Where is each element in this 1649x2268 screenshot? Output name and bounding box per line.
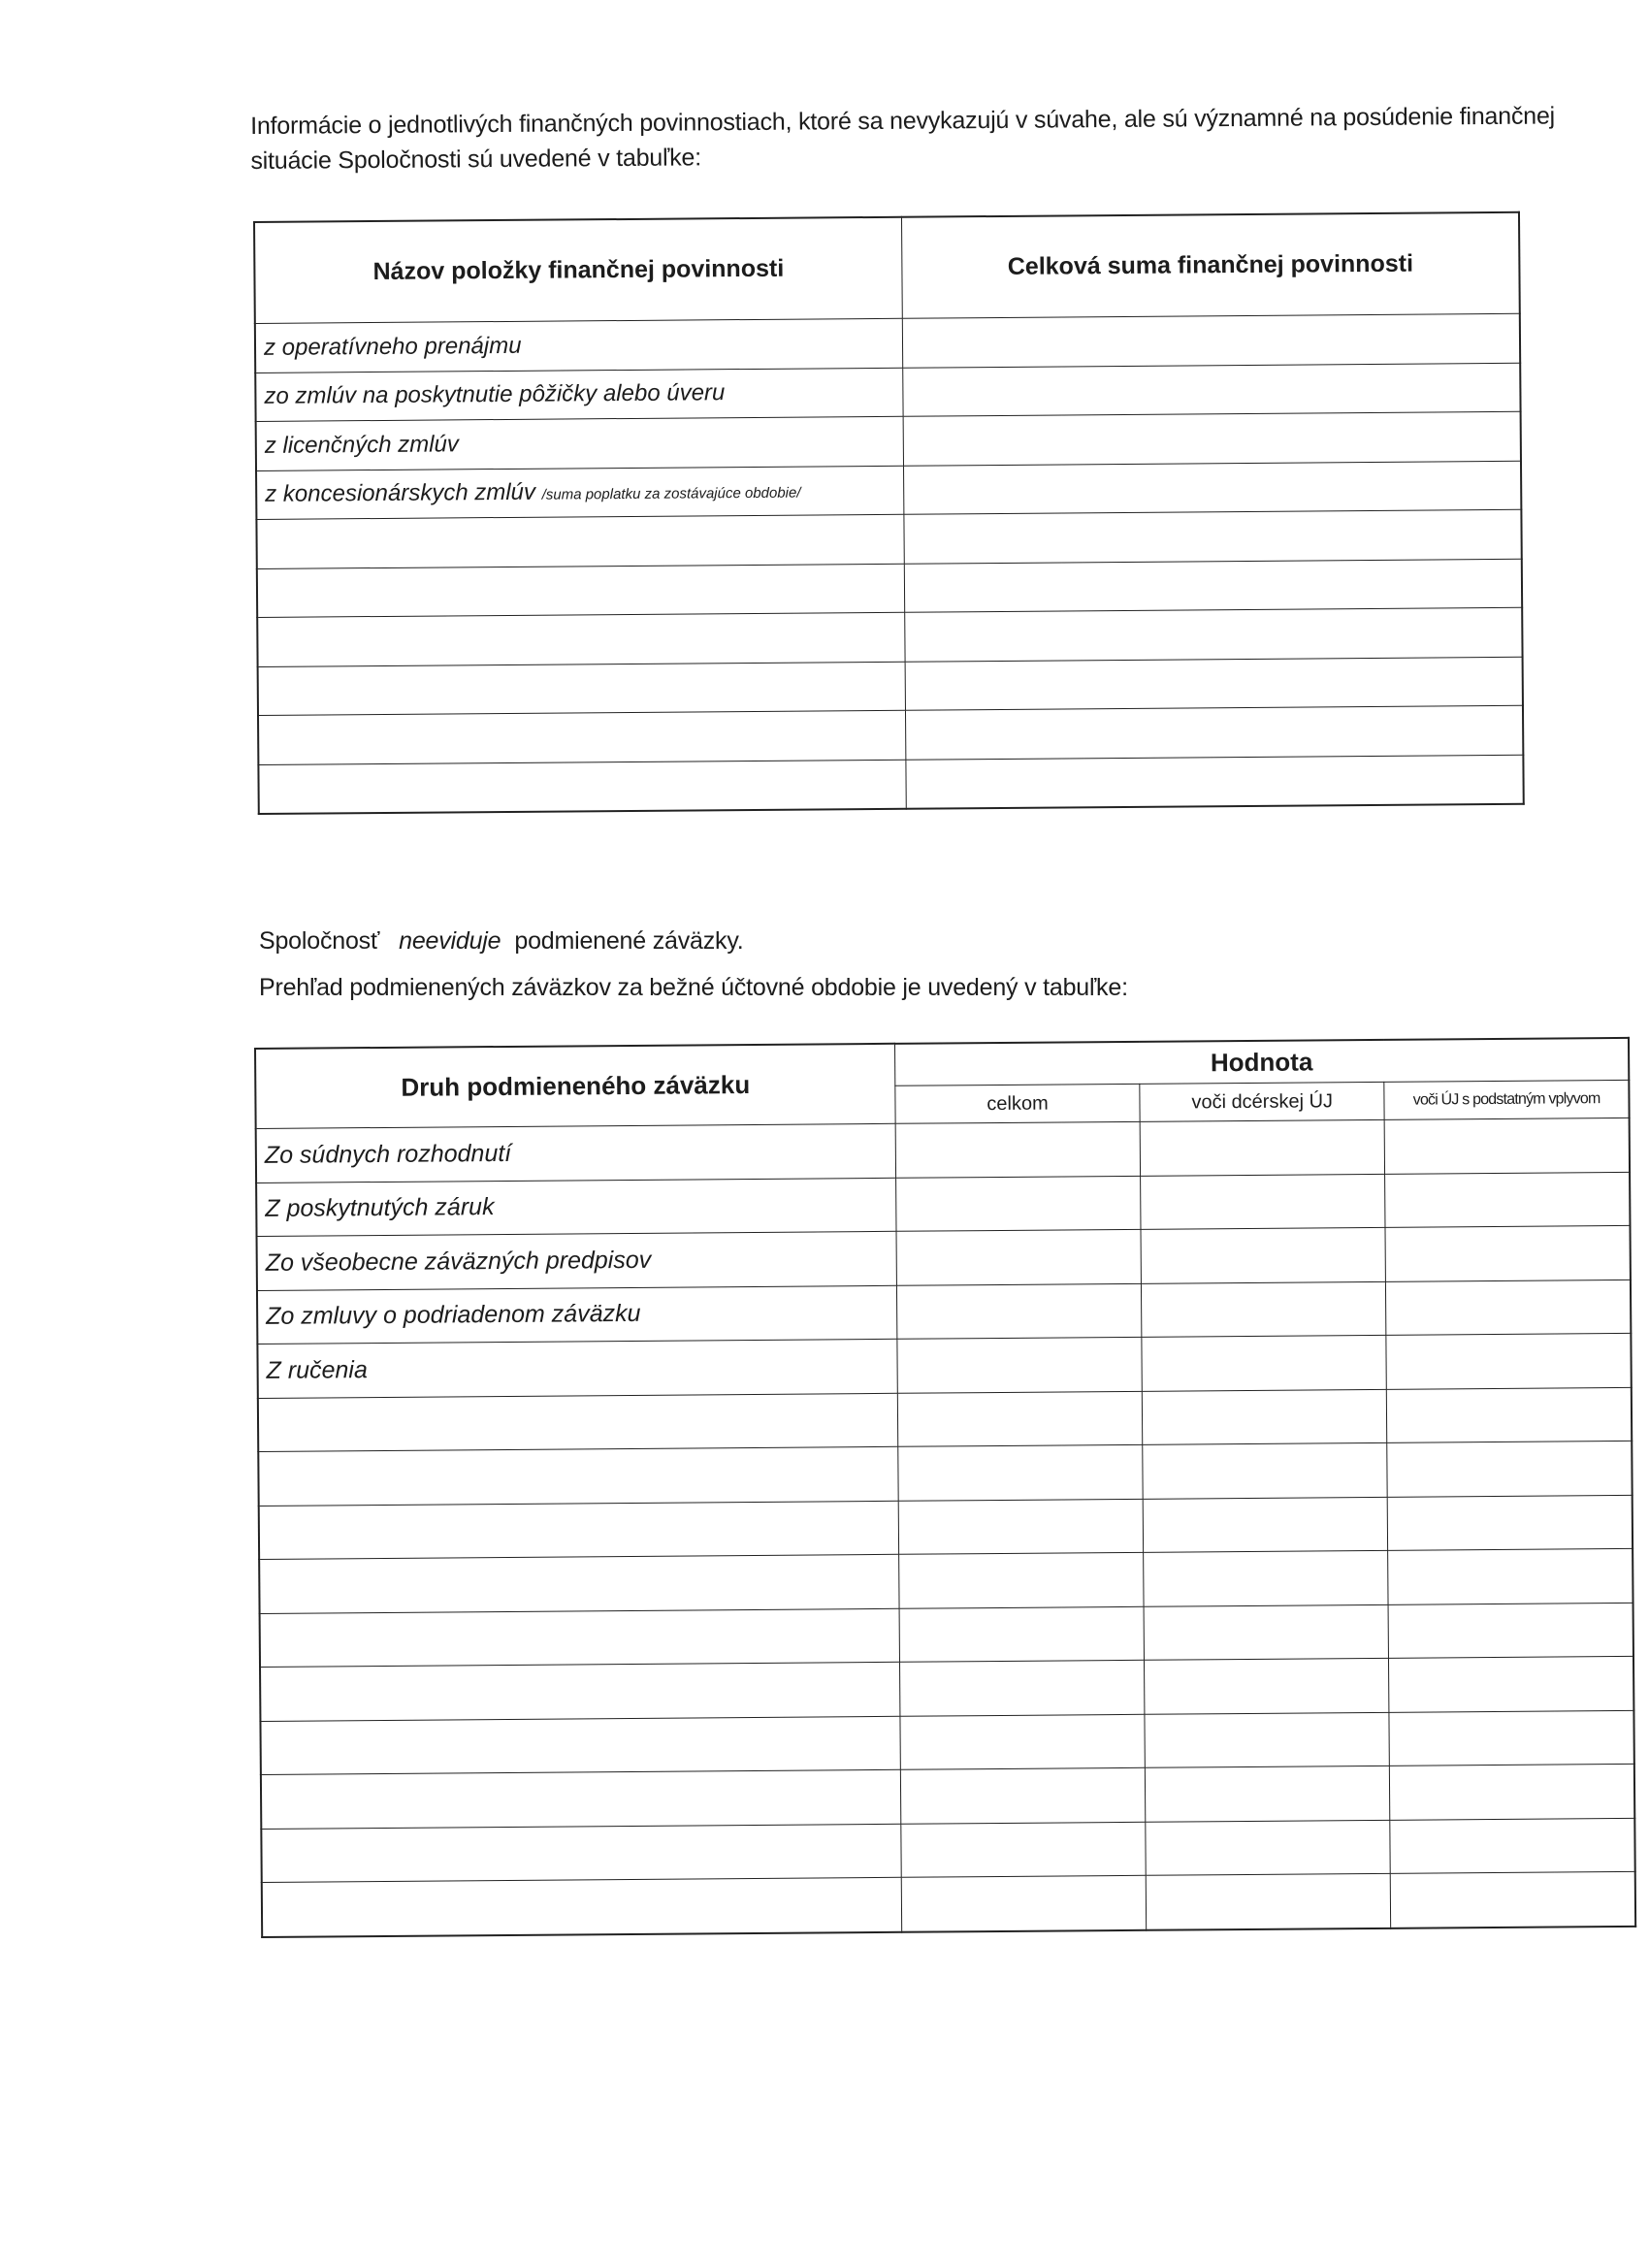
value-total-cell (899, 1606, 1145, 1662)
value-subsidiary-cell (1146, 1873, 1391, 1929)
value-subsidiary-cell (1146, 1820, 1391, 1875)
obligation-amount-cell (904, 559, 1522, 612)
obligation-amount-cell (905, 607, 1523, 661)
value-significant-influence-cell (1389, 1710, 1634, 1766)
liability-type-cell: Zo súdnych rozhodnutí (256, 1123, 896, 1183)
value-total-cell (899, 1552, 1145, 1607)
obligation-amount-cell (904, 509, 1522, 563)
obligation-name-cell (257, 612, 905, 666)
value-subsidiary-cell (1142, 1389, 1387, 1444)
value-significant-influence-cell (1390, 1764, 1635, 1819)
value-subsidiary-cell (1140, 1119, 1385, 1175)
value-significant-influence-cell (1385, 1225, 1631, 1280)
value-total-cell (899, 1660, 1145, 1715)
liability-type-cell (258, 1446, 898, 1506)
statement-suffix: podmienené záväzky. (514, 927, 744, 955)
subheader-subsidiary: voči dcérskej ÚJ (1140, 1082, 1384, 1121)
liability-type-cell (259, 1554, 899, 1613)
value-total-cell (896, 1283, 1142, 1339)
liability-type-cell (260, 1608, 900, 1668)
obligation-amount-cell (906, 755, 1524, 809)
obligation-name-cell (258, 760, 906, 814)
value-subsidiary-cell (1141, 1227, 1386, 1282)
value-total-cell (901, 1875, 1147, 1931)
obligation-name-cell (258, 710, 906, 764)
liability-type-cell (260, 1716, 900, 1775)
value-total-cell (901, 1822, 1147, 1877)
obligation-name: z operatívneho prenájmu (263, 332, 522, 361)
value-subsidiary-cell (1142, 1281, 1387, 1337)
value-significant-influence-cell (1386, 1280, 1632, 1335)
value-subsidiary-cell (1144, 1604, 1389, 1660)
value-total-cell (898, 1499, 1144, 1554)
value-significant-influence-cell (1387, 1387, 1633, 1442)
obligation-name-cell (258, 662, 906, 716)
financial-obligations-table (253, 211, 1525, 815)
statement-prefix: Spoločnosť (259, 927, 380, 955)
obligation-amount-cell (902, 313, 1520, 367)
value-significant-influence-cell (1387, 1441, 1633, 1496)
contingent-statement (259, 923, 744, 958)
obligation-name: z licenčných zmlúv (264, 431, 459, 459)
obligation-name-cell (255, 368, 903, 422)
overview-text: Prehľad podmienených záväzkov za bežné účtovné obdobie je uvedený v tabuľke: (259, 974, 1128, 1001)
liability-type-cell (261, 1769, 901, 1829)
obligation-name-cell (256, 514, 904, 568)
obligation-note: /suma poplatku za zostávajúce obdobie/ (541, 484, 801, 503)
value-subsidiary-cell (1145, 1658, 1390, 1713)
obligation-name-cell (255, 318, 903, 373)
table-header-row (254, 212, 1520, 324)
obligation-amount-cell (903, 363, 1521, 416)
value-total-cell (900, 1714, 1146, 1769)
liability-type-cell (260, 1662, 900, 1721)
value-significant-influence-cell (1384, 1118, 1630, 1173)
header-liability-type: Druh podmieneného záväzku (255, 1044, 895, 1129)
value-subsidiary-cell (1141, 1174, 1386, 1229)
value-subsidiary-cell (1146, 1766, 1391, 1821)
obligation-amount-cell (903, 411, 1521, 465)
subheader-total: celkom (895, 1084, 1140, 1123)
obligation-name: z koncesionárskych zmlúv (265, 478, 536, 508)
value-total-cell (897, 1337, 1143, 1392)
value-significant-influence-cell (1386, 1333, 1632, 1388)
value-significant-influence-cell (1390, 1818, 1635, 1873)
table-row (262, 1871, 1635, 1936)
table-row (258, 755, 1523, 814)
intro-line-2: situácie Spoločnosti sú uvedené v tabuľke: (250, 144, 701, 176)
contingent-liabilities-table (254, 1037, 1636, 1938)
header-obligation-total: Celková suma finančnej povinnosti (901, 212, 1519, 318)
value-subsidiary-cell (1145, 1712, 1390, 1767)
obligation-name: zo zmlúv na poskytnutie pôžičky alebo úveru (264, 379, 726, 410)
subheader-significant-influence: voči ÚJ s podstatným vplyvom (1384, 1080, 1629, 1119)
header-value-group: Hodnota (894, 1038, 1629, 1085)
liability-type-cell: Zo zmluvy o podriadenom záväzku (257, 1285, 897, 1345)
liability-type-cell (258, 1393, 898, 1452)
header-obligation-name: Názov položky finančnej povinnosti (254, 217, 902, 324)
intro-line-1: Informácie o jednotlivých finančných povinnostiach, ktoré sa nevykazujú v súvahe, ale sú významné na posúdenie finančnej (250, 102, 1556, 140)
obligation-name-cell (256, 416, 904, 470)
value-significant-influence-cell (1388, 1548, 1633, 1604)
obligation-name-cell (257, 564, 905, 618)
intro-paragraph (250, 98, 1609, 178)
value-significant-influence-cell (1385, 1172, 1631, 1227)
value-total-cell (898, 1444, 1144, 1500)
liability-type-cell (262, 1877, 902, 1936)
value-total-cell (897, 1391, 1143, 1446)
value-total-cell (900, 1767, 1146, 1823)
obligation-amount-cell (905, 657, 1523, 710)
obligation-name-cell (256, 466, 904, 520)
value-total-cell (896, 1176, 1142, 1231)
liability-type-cell: Zo všeobecne záväzných predpisov (257, 1231, 897, 1290)
value-subsidiary-cell (1143, 1497, 1388, 1552)
value-total-cell (896, 1229, 1142, 1284)
obligation-amount-cell (903, 461, 1521, 514)
liability-type-cell: Z poskytnutých záruk (256, 1178, 896, 1237)
liability-type-cell (259, 1501, 899, 1560)
value-subsidiary-cell (1144, 1550, 1389, 1605)
value-subsidiary-cell (1142, 1335, 1387, 1390)
value-subsidiary-cell (1143, 1442, 1388, 1498)
value-significant-influence-cell (1389, 1656, 1634, 1711)
statement-emphasis: neeviduje (399, 927, 501, 955)
obligation-amount-cell (905, 705, 1523, 759)
value-significant-influence-cell (1391, 1871, 1636, 1928)
liability-type-cell: Z ručenia (257, 1339, 897, 1398)
value-significant-influence-cell (1388, 1603, 1633, 1658)
value-significant-influence-cell (1387, 1495, 1633, 1550)
liability-type-cell (261, 1824, 901, 1883)
value-total-cell (895, 1121, 1141, 1177)
